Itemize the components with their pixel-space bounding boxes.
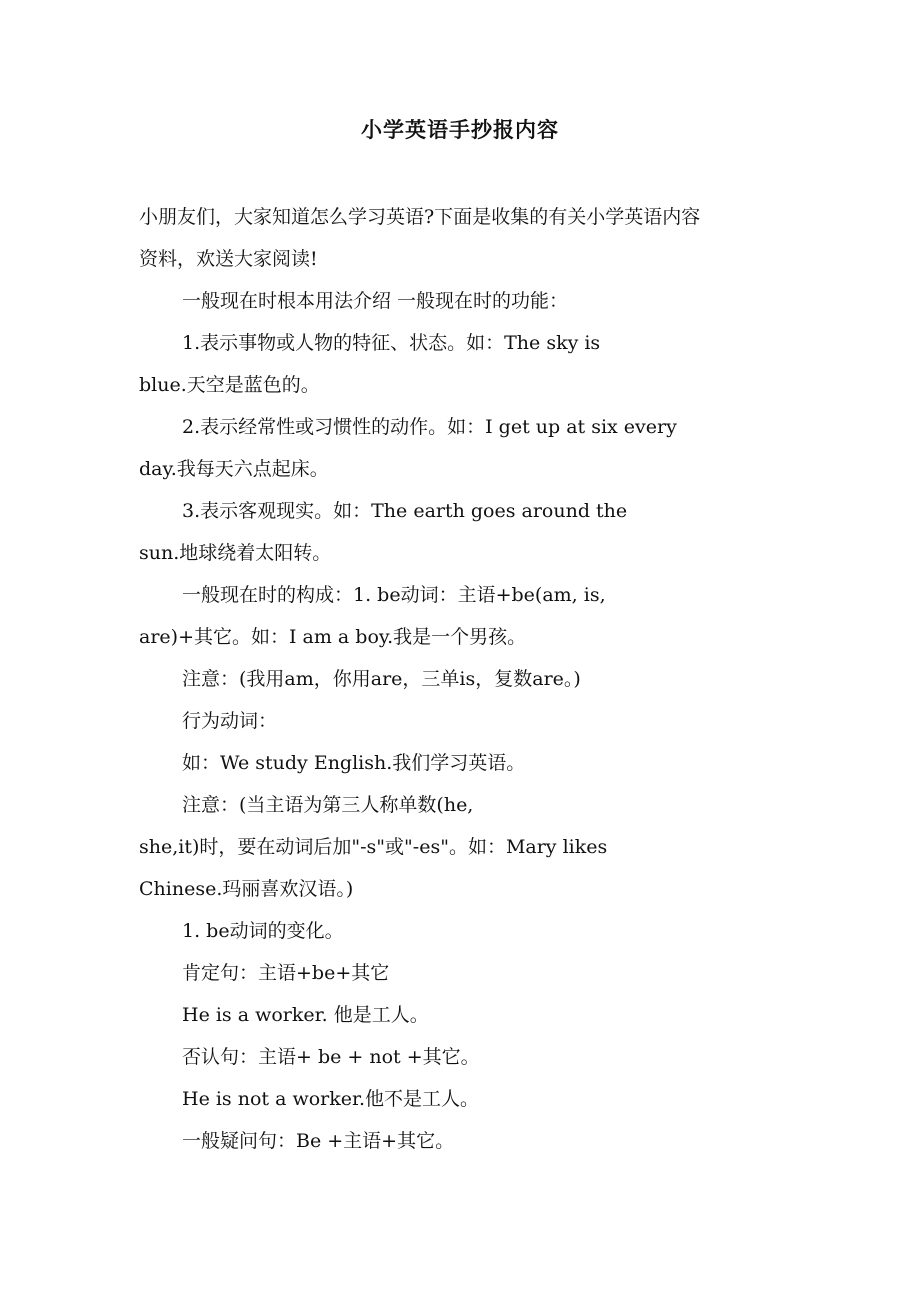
text-line: sun.地球绕着太阳转。	[139, 542, 332, 564]
text-line: 2.表示经常性或习惯性的动作。如：I get up at six every	[182, 416, 677, 438]
text-line: 1.表示事物或人物的特征、状态。如：The sky is	[182, 332, 601, 354]
paragraph	[139, 910, 784, 952]
paragraph	[139, 742, 784, 784]
text-line: 一般现在时根本用法介绍 一般现在时的功能：	[182, 290, 569, 312]
paragraph	[139, 1120, 784, 1162]
paragraph	[139, 784, 784, 910]
text-line: 注意：(当主语为第三人称单数(he,	[182, 794, 474, 816]
text-line: 否认句：主语+ be + not +其它。	[182, 1046, 480, 1068]
paragraph	[139, 700, 784, 742]
text-line: 1. be动词的变化。	[182, 920, 344, 942]
paragraph	[139, 994, 784, 1036]
text-line: 一般疑问句：Be +主语+其它。	[182, 1130, 455, 1152]
paragraph	[139, 406, 784, 490]
text-line: He is not a worker.他不是工人。	[182, 1088, 480, 1110]
text-line: 资料，欢送大家阅读!	[139, 248, 318, 270]
text-line: 如：We study English.我们学习英语。	[182, 752, 526, 774]
paragraph	[139, 658, 784, 700]
text-line: 行为动词：	[182, 710, 278, 732]
text-line: 注意：(我用am，你用are，三单is，复数are。)	[182, 668, 581, 690]
text-line: He is a worker. 他是工人。	[182, 1004, 429, 1026]
text-line: she,it)时，要在动词后加"-s"或"-es"。如：Mary likes	[139, 836, 608, 858]
document-title: 小学英语手抄报内容	[361, 117, 559, 142]
paragraph	[139, 490, 784, 574]
text-line: 肯定句：主语+be+其它	[182, 962, 390, 984]
paragraph	[139, 952, 784, 994]
paragraph	[139, 1036, 784, 1078]
text-line: day.我每天六点起床。	[139, 458, 329, 480]
text-line: Chinese.玛丽喜欢汉语。)	[139, 878, 354, 900]
text-line: 一般现在时的构成：1. be动词：主语+be(am, is,	[182, 584, 606, 606]
text-line: 3.表示客观现实。如：The earth goes around the	[182, 500, 628, 522]
paragraph	[139, 322, 784, 406]
text-line: blue.天空是蓝色的。	[139, 374, 320, 396]
paragraph	[139, 280, 784, 322]
paragraph	[139, 574, 784, 658]
document-body	[139, 196, 784, 1162]
paragraph	[139, 196, 784, 280]
text-line: 小朋友们，大家知道怎么学习英语?下面是收集的有关小学英语内容	[139, 206, 701, 228]
text-line: are)+其它。如：I am a boy.我是一个男孩。	[139, 626, 527, 648]
paragraph	[139, 1078, 784, 1120]
